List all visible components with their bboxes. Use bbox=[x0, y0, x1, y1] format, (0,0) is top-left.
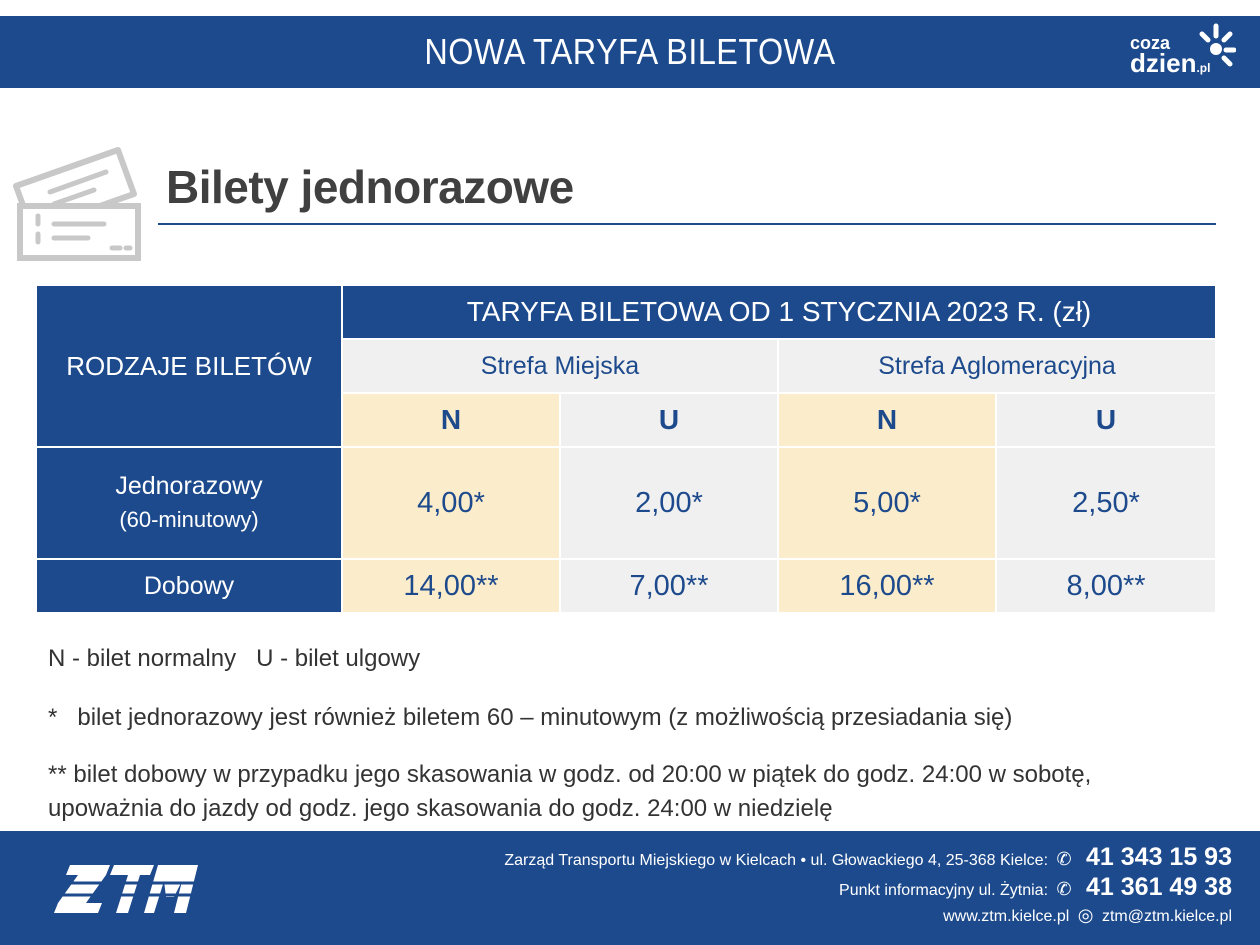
price-cell: 4,00* bbox=[342, 447, 560, 559]
column-header-normal: N bbox=[778, 393, 996, 447]
footer-email[interactable]: ztm@ztm.kielce.pl bbox=[1101, 908, 1232, 925]
footer-line-1 bbox=[504, 843, 1232, 872]
tickets-icon bbox=[8, 144, 148, 264]
table-row bbox=[36, 559, 1216, 613]
footer-phone-2[interactable]: 41 361 49 38 bbox=[1086, 873, 1232, 901]
price-cell: 7,00** bbox=[560, 559, 778, 613]
row-label-sub: (60-minutowy) bbox=[119, 507, 259, 532]
footer bbox=[0, 831, 1260, 945]
price-cell: 2,00* bbox=[560, 447, 778, 559]
zone-city-header: Strefa Miejska bbox=[342, 339, 778, 393]
row-label-main: Jednorazowy bbox=[115, 472, 263, 500]
footnote-daily bbox=[48, 758, 1091, 826]
column-header-reduced: U bbox=[560, 393, 778, 447]
footer-phone-1[interactable]: 41 343 15 93 bbox=[1086, 843, 1232, 871]
ztm-logo bbox=[50, 861, 200, 917]
footer-line-2 bbox=[839, 873, 1232, 902]
footer-info-point: Punkt informacyjny ul. Żytnia: bbox=[839, 882, 1049, 899]
globe-at-icon: ◎ bbox=[1077, 905, 1094, 925]
row-label bbox=[36, 447, 342, 559]
section-divider bbox=[158, 223, 1216, 225]
table-row bbox=[36, 447, 1216, 559]
section-title: Bilety jednorazowe bbox=[166, 161, 574, 213]
price-cell: 5,00* bbox=[778, 447, 996, 559]
brand-logo bbox=[1126, 20, 1236, 84]
brand-line-1: coza bbox=[1130, 33, 1171, 53]
phone-icon: ✆ bbox=[1056, 879, 1072, 899]
price-cell: 16,00** bbox=[778, 559, 996, 613]
price-cell: 2,50* bbox=[996, 447, 1216, 559]
footnote-single: * bilet jednorazowy jest również biletem 60 – minutowym (z możliwością przesiadania się) bbox=[48, 704, 1013, 731]
tariff-header: TARYFA BILETOWA OD 1 STYCZNIA 2023 R. (zł) bbox=[342, 285, 1216, 339]
tariff-table bbox=[35, 284, 1217, 614]
footer-website[interactable]: www.ztm.kielce.pl bbox=[943, 908, 1070, 925]
footer-line-3 bbox=[943, 905, 1232, 926]
brand-line-2: dzien.pl bbox=[1130, 48, 1211, 78]
phone-icon: ✆ bbox=[1056, 849, 1072, 869]
footnote-daily-line-2: upoważnia do jazdy od godz. jego skasowania do godz. 24:00 w niedzielę bbox=[48, 795, 833, 822]
zone-agglomeration-header: Strefa Aglomeracyjna bbox=[778, 339, 1216, 393]
ticket-types-header: RODZAJE BILETÓW bbox=[36, 285, 342, 447]
footer-address: Zarząd Transportu Miejskiego w Kielcach • ul. Głowackiego 4, 25-368 Kielce: bbox=[504, 852, 1049, 869]
row-label: Dobowy bbox=[36, 559, 342, 613]
header-bar bbox=[0, 16, 1260, 88]
footnote-daily-line-1: ** bilet dobowy w przypadku jego skasowania w godz. od 20:00 w piątek do godz. 24:00 w sobotę, bbox=[48, 761, 1092, 788]
column-header-normal: N bbox=[342, 393, 560, 447]
column-header-reduced: U bbox=[996, 393, 1216, 447]
price-cell: 14,00** bbox=[342, 559, 560, 613]
page-title: NOWA TARYFA BILETOWA bbox=[424, 31, 836, 72]
legend-note: N - bilet normalny U - bilet ulgowy bbox=[48, 645, 421, 672]
price-cell: 8,00** bbox=[996, 559, 1216, 613]
